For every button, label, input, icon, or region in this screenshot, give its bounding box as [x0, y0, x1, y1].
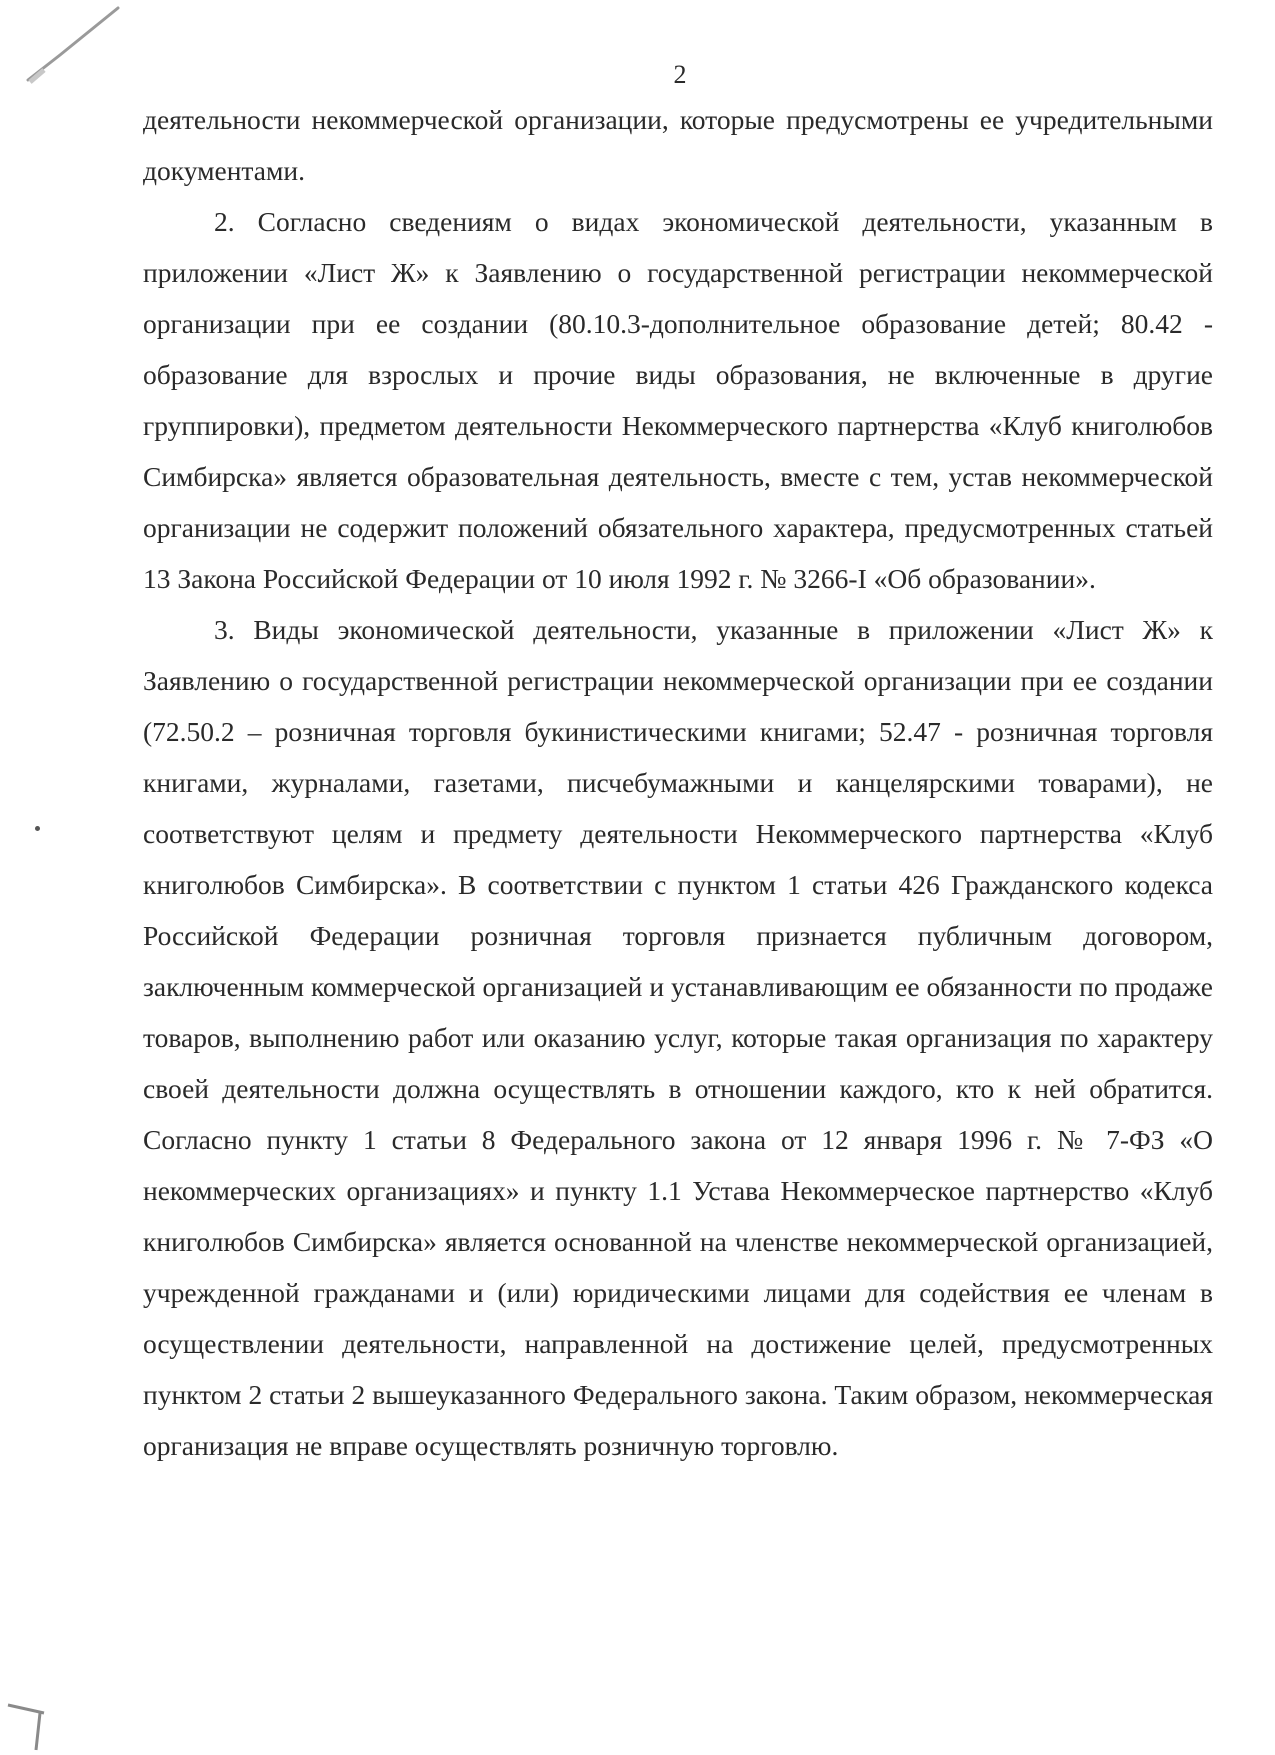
scan-speck [35, 826, 40, 831]
paragraph-continuation: деятельности некоммерческой организации, которые предусмотрены ее учредительными документами. [143, 104, 1213, 186]
paragraph-item-2: 2. Согласно сведениям о видах экономической деятельности, указанным в приложении «Лист Ж» к Заявлению о государственной регистрации некоммерческой организации при ее создании (80.10.3-дополнительное образование детей; 80.42 - образование для взрослых и прочие виды образования, не включенные в другие группировки), предметом деятельности Некоммерческого партнерства «Клуб книголюбов Симбирска» является образовательная деятельность, вместе с тем, устав некоммерческой организации не содержит положений обязательного характера, предусмотренных статьей 13 Закона Российской Федерации от 10 июля 1992 г. № 3266-I «Об образовании». [143, 206, 1213, 594]
paragraph-item-3: 3. Виды экономической деятельности, указанные в приложении «Лист Ж» к Заявлению о государственной регистрации некоммерческой организации при ее создании (72.50.2 – розничная торговля букинистическими книгами; 52.47 - розничная торговля книгами, журналами, газетами, писчебумажными и канцелярскими товарами), не соответствуют целям и предмету деятельности Некоммерческого партнерства «Клуб книголюбов Симбирска». В соответствии с пунктом 1 статьи 426 Гражданского кодекса Российской Федерации розничная торговля признается публичным договором, заключенным коммерческой организацией и устанавливающим ее обязанности по продаже товаров, выполнению работ или оказанию услуг, которые такая организация по характеру своей деятельности должна осуществлять в отношении каждого, кто к ней обратится. Согласно пункту 1 статьи 8 Федерального закона от 12 января 1996 г. № 7-ФЗ «О некоммерческих организациях» и пункту 1.1 Устава Некоммерческое партнерство «Клуб книголюбов Симбирска» является основанной на членстве некоммерческой организацией, учрежденной гражданами и (или) юридическими лицами для содействия ее членам в осуществлении деятельности, направленной на достижение целей, предусмотренных пунктом 2 статьи 2 вышеуказанного Федерального закона. Таким образом, некоммерческая организация не вправе осуществлять розничную торговлю. [143, 614, 1213, 1461]
scan-bottom-corner-mark [0, 1695, 70, 1755]
page-number: 2 [673, 60, 687, 89]
document-body [143, 94, 1213, 1471]
